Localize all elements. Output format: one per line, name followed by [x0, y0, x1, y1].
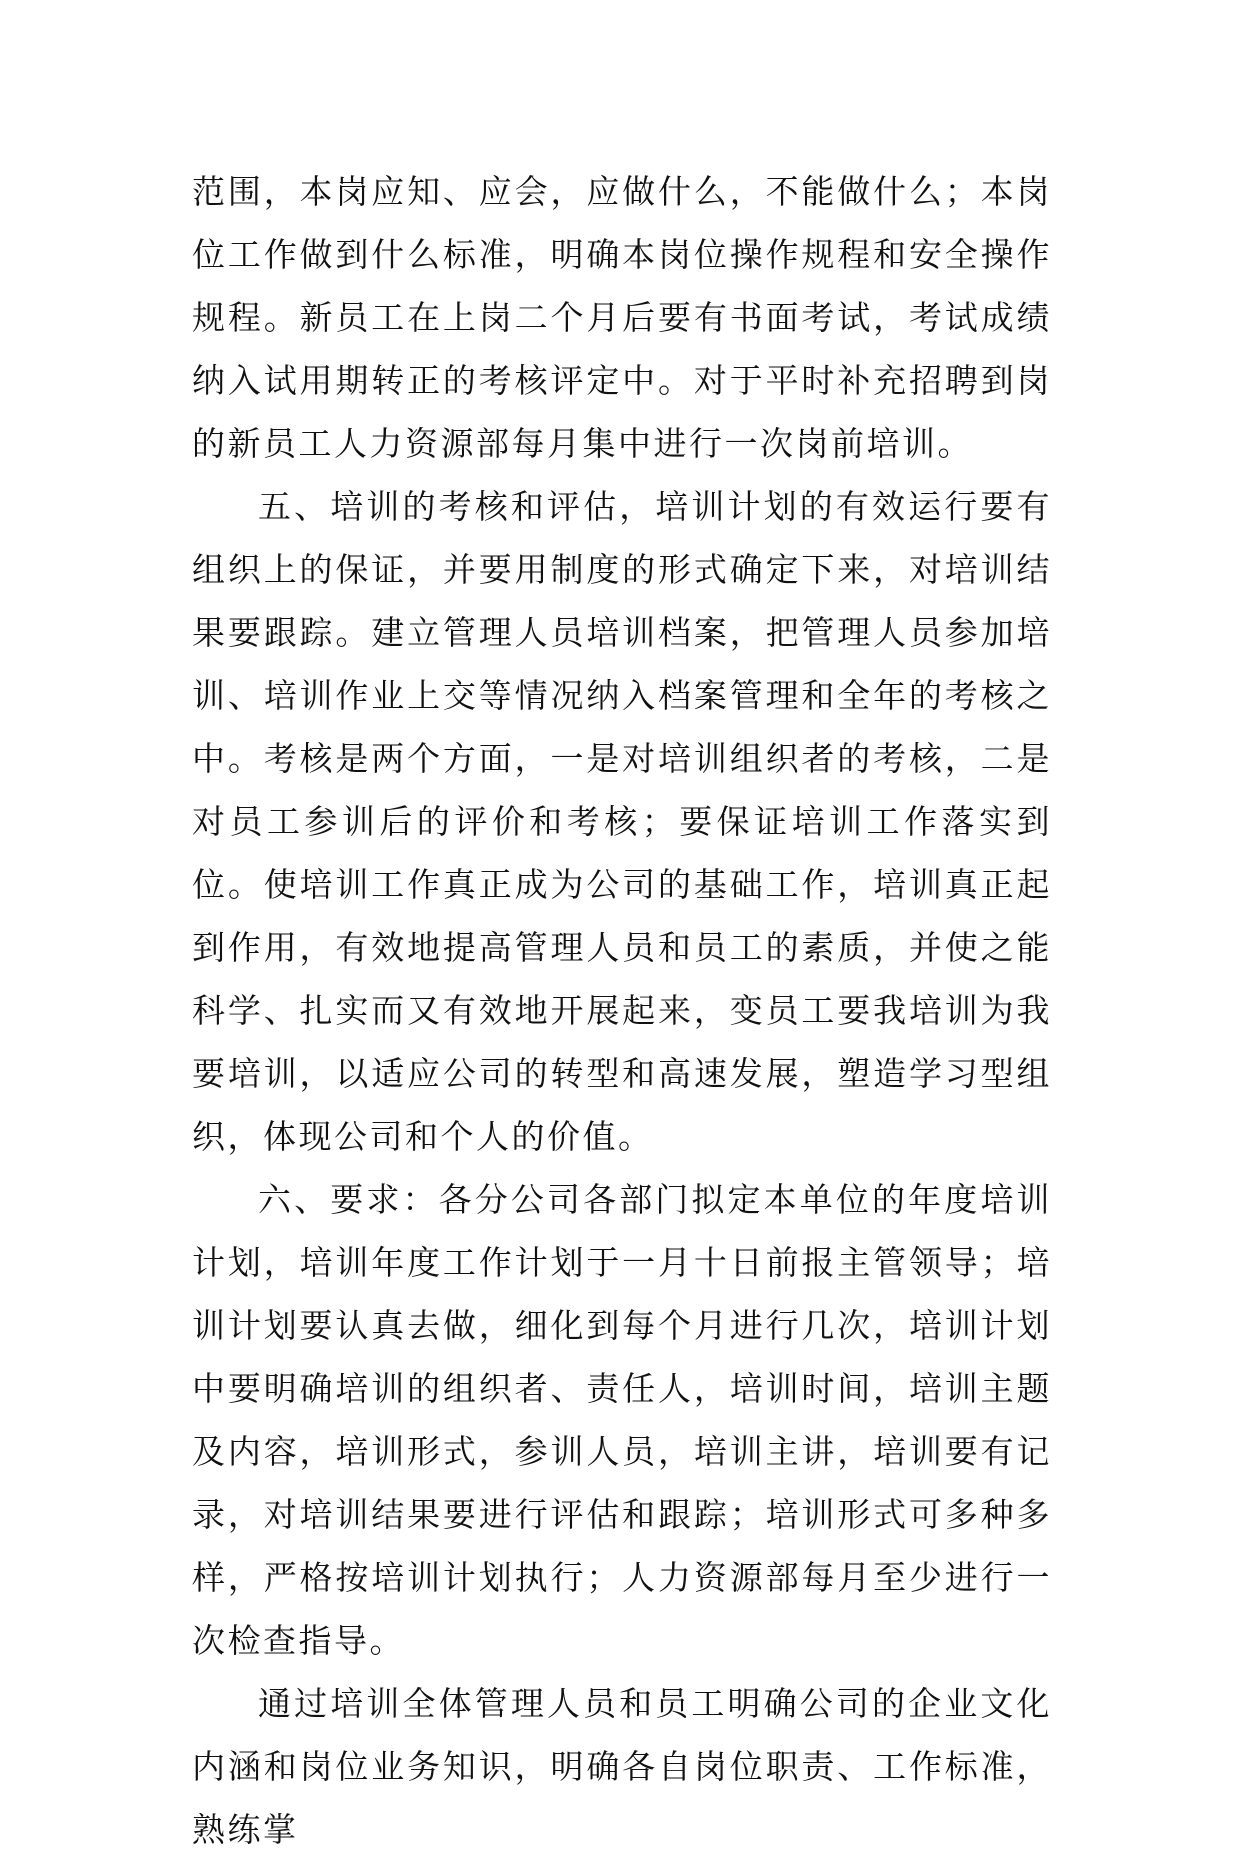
- paragraph-section-five: 五、培训的考核和评估，培训计划的有效运行要有组织上的保证，并要用制度的形式确定下来，对培训结果要跟踪。建立管理人员培训档案，把管理人员参加培训、培训作业上交等情况纳入档案管理和全年的考核之中。考核是两个方面，一是对培训组织者的考核，二是对员工参训后的评价和考核；要保证培训工作落实到位。使培训工作真正成为公司的基础工作，培训真正起到作用，有效地提高管理人员和员工的素质，并使之能科学、扎实而又有效地开展起来，变员工要我培训为我要培训，以适应公司的转型和高速发展，塑造学习型组织，体现公司和个人的价值。: [192, 487, 1052, 1156]
- paragraph-section-six: 六、要求：各分公司各部门拟定本单位的年度培训计划，培训年度工作计划于一月十日前报主管领导；培训计划要认真去做，细化到每个月进行几次，培训计划中要明确培训的组织者、责任人，培训时间，培训主题及内容，培训形式，参训人员，培训主讲，培训要有记录，对培训结果要进行评估和跟踪；培训形式可多种多样，严格按培训计划执行；人力资源部每月至少进行一次检查指导。: [192, 1180, 1052, 1660]
- paragraph-conclusion: 通过培训全体管理人员和员工明确公司的企业文化内涵和岗位业务知识，明确各自岗位职责、工作标准，熟练掌: [192, 1684, 1052, 1849]
- document-body: [192, 160, 1052, 1861]
- paragraph-continuation: 范围，本岗应知、应会，应做什么，不能做什么；本岗位工作做到什么标准，明确本岗位操作规程和安全操作规程。新员工在上岗二个月后要有书面考试，考试成绩纳入试用期转正的考核评定中。对于平时补充招聘到岗的新员工人力资源部每月集中进行一次岗前培训。: [192, 172, 1052, 463]
